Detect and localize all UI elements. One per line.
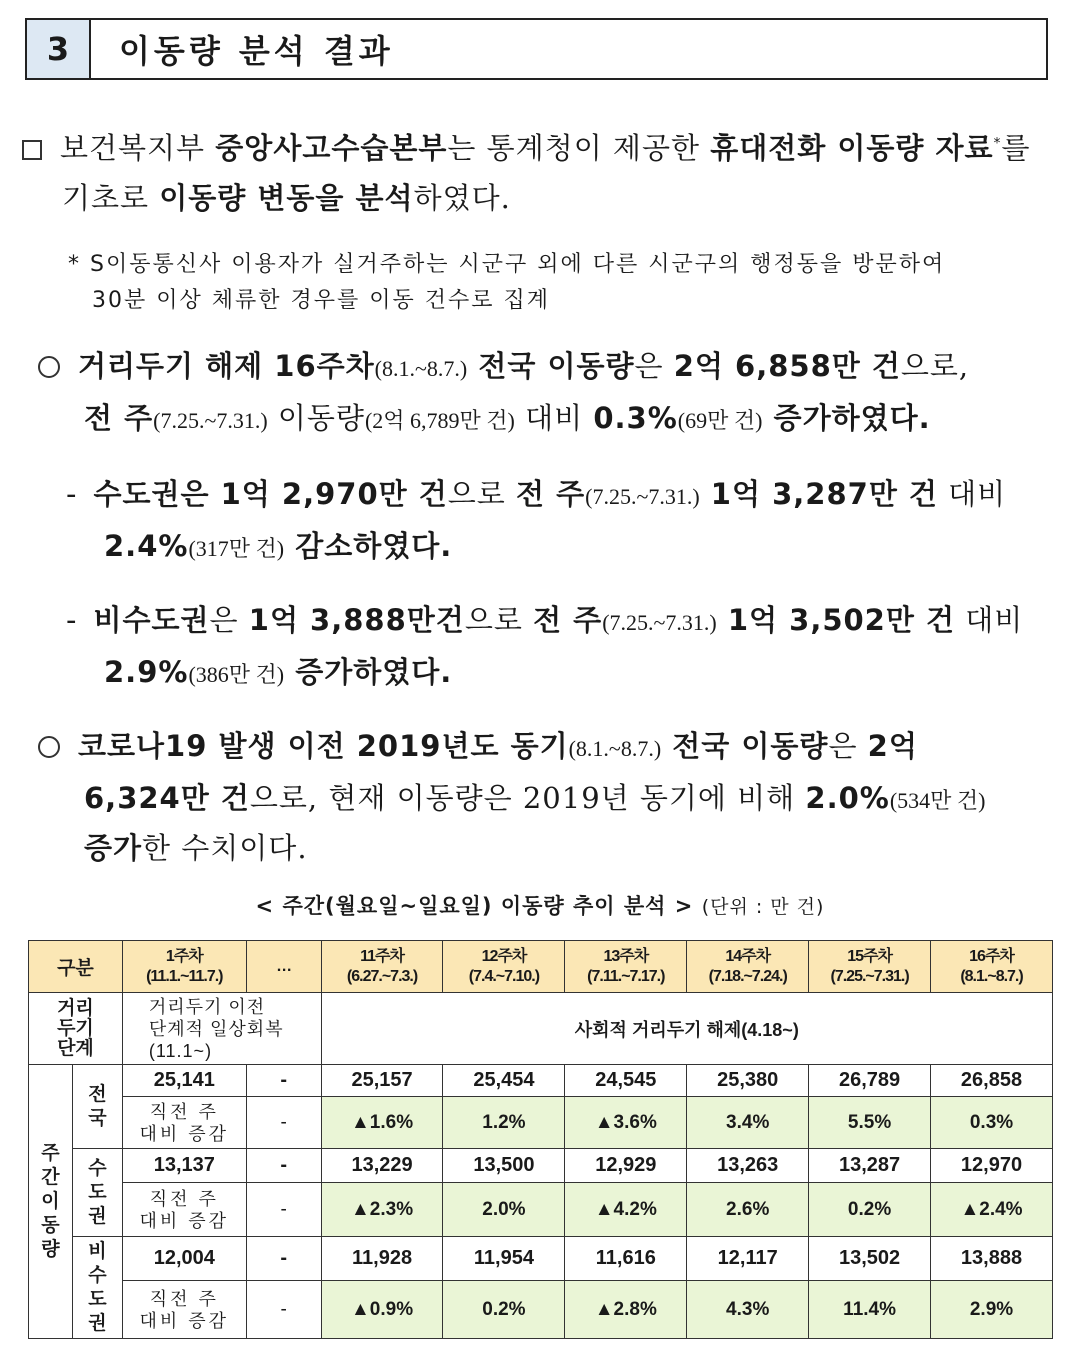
table-caption: < 주간(월요일~일요일) 이동량 추이 분석 > (단위 : 만 건): [255, 894, 825, 918]
table-cell: 13,502: [809, 1237, 931, 1281]
week-header: 14주차 (7.18.~7.24.): [687, 941, 809, 993]
circle-bullet-icon: [38, 736, 60, 758]
table-cell: 11.4%: [809, 1281, 931, 1339]
header-label: 구분: [29, 941, 123, 993]
table-cell: 25,454: [443, 1065, 565, 1097]
section-title: 이동량 분석 결과: [119, 32, 394, 70]
table-cell: ▲0.9%: [321, 1281, 443, 1339]
table-cell: 1.2%: [443, 1097, 565, 1149]
table-cell: 12,929: [565, 1149, 687, 1183]
table-cell: 11,928: [321, 1237, 443, 1281]
circle-bullet-icon: [38, 356, 60, 378]
weekly-mobility-table: [28, 940, 1053, 1339]
table-cell: -: [246, 1149, 321, 1183]
week-header: 12주차 (7.4.~7.10.): [443, 941, 565, 993]
section-title-box: [25, 18, 1048, 80]
week-header: 13주차 (7.11.~7.17.): [565, 941, 687, 993]
table-cell: 25,380: [687, 1065, 809, 1097]
table-cell: -: [246, 1065, 321, 1097]
para3-line1: - 수도권은 1억 2,970만 건으로 전 주(7.25.~7.31.) 1억 3,287만 건 대비: [66, 477, 1007, 511]
week-header: 16주차 (8.1.~8.7.): [931, 941, 1053, 993]
table-cell: 13,229: [321, 1149, 443, 1183]
table-cell: 13,287: [809, 1149, 931, 1183]
para4-line2: 2.9%(386만 건) 증가하였다.: [104, 655, 453, 689]
para5-line3: 증가한 수치이다.: [84, 831, 308, 865]
table-cell: ▲2.3%: [321, 1183, 443, 1237]
table-cell: 12,117: [687, 1237, 809, 1281]
table-cell: 13,500: [443, 1149, 565, 1183]
table-cell: 0.2%: [443, 1281, 565, 1339]
section-number: 3: [27, 20, 91, 78]
table-cell: 12,004: [122, 1237, 246, 1281]
table-cell: ▲2.4%: [931, 1183, 1053, 1237]
region-label: 비 수 도 권: [72, 1237, 122, 1339]
table-cell: 13,888: [931, 1237, 1053, 1281]
week-header: 1주차 (11.1.~11.7.): [122, 941, 246, 993]
table-cell: 13,263: [687, 1149, 809, 1183]
table-cell: 12,970: [931, 1149, 1053, 1183]
para1-line1: 보건복지부 중앙사고수습본부는 통계청이 제공한 휴대전화 이동량 자료*를: [22, 126, 1031, 167]
table-cell: 2.9%: [931, 1281, 1053, 1339]
table-cell: -: [246, 1183, 321, 1237]
table-cell: 3.4%: [687, 1097, 809, 1149]
group-label: 주 간 이 동 량: [29, 1065, 73, 1339]
week-header: 15주차 (7.25.~7.31.): [809, 941, 931, 993]
table-cell: 11,954: [443, 1237, 565, 1281]
para4-line1: - 비수도권은 1억 3,888만건으로 전 주(7.25.~7.31.) 1억 3,502만 건 대비: [66, 603, 1024, 637]
region-label: 수 도 권: [72, 1149, 122, 1237]
week-header: …: [246, 941, 321, 993]
footnote-line2: 30분 이상 체류한 경우를 이동 건수로 집계: [92, 288, 550, 313]
region-label: 전 국: [72, 1065, 122, 1149]
table-cell: 24,545: [565, 1065, 687, 1097]
para1-line2: 기초로 이동량 변동을 분석하였다.: [62, 181, 511, 215]
stage-after: 사회적 거리두기 해제(4.18~): [321, 993, 1052, 1065]
para5-line1: 코로나19 발생 이전 2019년도 동기(8.1.~8.7.) 전국 이동량은 2억: [38, 724, 918, 765]
table-cell: 0.2%: [809, 1183, 931, 1237]
change-label: 직전 주 대비 증감: [122, 1183, 246, 1237]
table-cell: 26,858: [931, 1065, 1053, 1097]
table-cell: -: [246, 1097, 321, 1149]
table-cell: 2.0%: [443, 1183, 565, 1237]
checkbox-bullet-icon: [22, 140, 42, 160]
table-cell: ▲4.2%: [565, 1183, 687, 1237]
dash-bullet: -: [66, 477, 78, 511]
table-cell: ▲1.6%: [321, 1097, 443, 1149]
table-cell: ▲3.6%: [565, 1097, 687, 1149]
table-cell: 25,157: [321, 1065, 443, 1097]
table-cell: -: [246, 1281, 321, 1339]
table-cell: 0.3%: [931, 1097, 1053, 1149]
table-cell: 25,141: [122, 1065, 246, 1097]
table-cell: 13,137: [122, 1149, 246, 1183]
table-cell: 26,789: [809, 1065, 931, 1097]
dash-bullet: -: [66, 603, 78, 637]
para2-line2: 전 주(7.25.~7.31.) 이동량(2억 6,789만 건) 대비 0.3%(69만 건) 증가하였다.: [84, 401, 931, 435]
para3-line2: 2.4%(317만 건) 감소하였다.: [104, 529, 453, 563]
change-label: 직전 주 대비 증감: [122, 1281, 246, 1339]
para2-line1: 거리두기 해제 16주차(8.1.~8.7.) 전국 이동량은 2억 6,858만 건으로,: [38, 344, 969, 385]
week-header: 11주차 (6.27.~7.3.): [321, 941, 443, 993]
change-label: 직전 주 대비 증감: [122, 1097, 246, 1149]
stage-label: 거리 두기 단계: [29, 993, 123, 1065]
table-cell: 2.6%: [687, 1183, 809, 1237]
table-cell: -: [246, 1237, 321, 1281]
table-cell: 5.5%: [809, 1097, 931, 1149]
table-cell: 4.3%: [687, 1281, 809, 1339]
stage-before: 거리두기 이전 단계적 일상회복 (11.1~): [122, 993, 321, 1065]
footnote-line1: * S이동통신사 이용자가 실거주하는 시군구 외에 다른 시군구의 행정동을 방문하여: [68, 252, 946, 277]
table-cell: 11,616: [565, 1237, 687, 1281]
table-cell: ▲2.8%: [565, 1281, 687, 1339]
para5-line2: 6,324만 건으로, 현재 이동량은 2019년 동기에 비해 2.0%(534만 건): [84, 781, 986, 815]
